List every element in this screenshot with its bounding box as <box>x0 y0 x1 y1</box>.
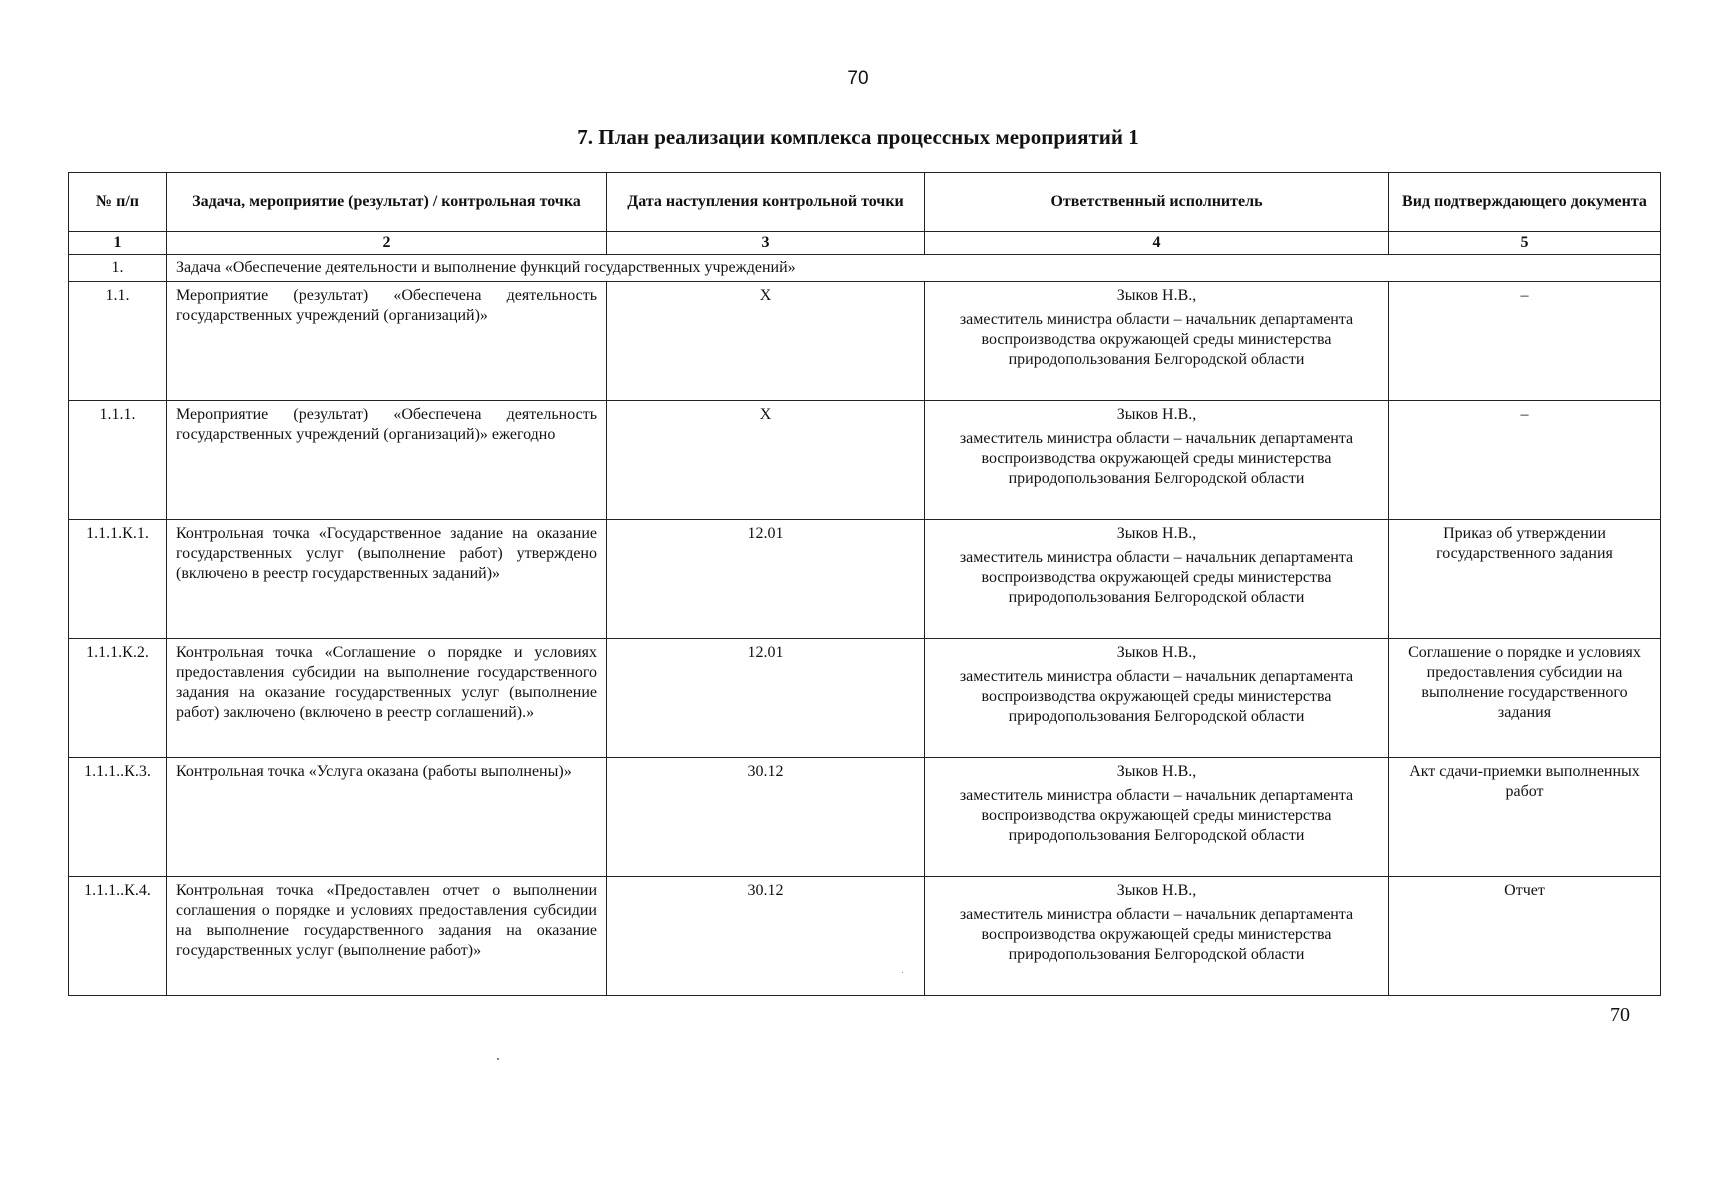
row-date: 30.12 <box>607 758 925 877</box>
implementation-plan-table <box>68 172 1661 996</box>
row-executor <box>925 758 1389 877</box>
header-date: Дата наступления контрольной точки <box>607 173 925 232</box>
executor-name: Зыков Н.В., <box>1116 644 1197 661</box>
executor-name: Зыков Н.В., <box>1116 287 1197 304</box>
row-document: Отчет <box>1389 877 1661 996</box>
row-document: Акт сдачи-приемки выполненных работ <box>1389 758 1661 877</box>
page-number-bottom: 70 <box>1610 1004 1630 1026</box>
task-text: Задача «Обеспечение деятельности и выполнение функций государственных учреждений» <box>167 255 1661 282</box>
executor-role: заместитель министра области – начальник департамента воспроизводства окружающей среды министерства природопользования Белгородской области <box>959 549 1354 606</box>
table-row <box>69 282 1661 401</box>
table-row <box>69 520 1661 639</box>
row-executor <box>925 877 1389 996</box>
row-description: Контрольная точка «Государственное задание на оказание государственных услуг (выполнение работ) утверждено (включено в реестр государственных заданий)» <box>167 520 607 639</box>
row-number: 1.1. <box>69 282 167 401</box>
table-row <box>69 877 1661 996</box>
header-executor: Ответственный исполнитель <box>925 173 1389 232</box>
row-date: 12.01 <box>607 520 925 639</box>
column-number: 3 <box>607 232 925 255</box>
row-number: 1.1.1. <box>69 401 167 520</box>
page-title: 7. План реализации комплекса процессных мероприятий 1 <box>577 125 1139 149</box>
table-header-row <box>69 173 1661 232</box>
row-document: – <box>1389 401 1661 520</box>
row-description: Мероприятие (результат) «Обеспечена деятельность государственных учреждений (организаций)» ежегодно <box>167 401 607 520</box>
row-number: 1.1.1..К.3. <box>69 758 167 877</box>
row-executor <box>925 282 1389 401</box>
row-description: Контрольная точка «Соглашение о порядке и условиях предоставления субсидии на выполнение государственного задания на оказание государственных услуг (выполнение работ) заключено (включено в реестр соглашений).» <box>167 639 607 758</box>
executor-name: Зыков Н.В., <box>1116 406 1197 423</box>
executor-role: заместитель министра области – начальник департамента воспроизводства окружающей среды министерства природопользования Белгородской области <box>959 430 1354 487</box>
table-row <box>69 401 1661 520</box>
column-number-row <box>69 232 1661 255</box>
task-number: 1. <box>69 255 167 282</box>
row-date: 30.12 <box>607 877 925 996</box>
header-document: Вид подтверждающего документа <box>1389 173 1661 232</box>
executor-name: Зыков Н.В., <box>1116 882 1197 899</box>
row-date: Х <box>607 282 925 401</box>
row-executor <box>925 639 1389 758</box>
scan-speck <box>497 1058 499 1060</box>
executor-role: заместитель министра области – начальник департамента воспроизводства окружающей среды министерства природопользования Белгородской области <box>959 668 1354 725</box>
row-executor <box>925 401 1389 520</box>
row-document: Приказ об утверждении государственного задания <box>1389 520 1661 639</box>
scan-speck <box>902 972 903 973</box>
executor-role: заместитель министра области – начальник департамента воспроизводства окружающей среды министерства природопользования Белгородской области <box>959 906 1354 963</box>
executor-role: заместитель министра области – начальник департамента воспроизводства окружающей среды министерства природопользования Белгородской области <box>959 311 1354 368</box>
row-document: Соглашение о порядке и условиях предоставления субсидии на выполнение государственного задания <box>1389 639 1661 758</box>
executor-role: заместитель министра области – начальник департамента воспроизводства окружающей среды министерства природопользования Белгородской области <box>959 787 1354 844</box>
table-row <box>69 758 1661 877</box>
page-number-top: 70 <box>847 68 869 89</box>
executor-name: Зыков Н.В., <box>1116 525 1197 542</box>
row-number: 1.1.1.К.2. <box>69 639 167 758</box>
row-description: Мероприятие (результат) «Обеспечена деятельность государственных учреждений (организаций)» <box>167 282 607 401</box>
row-date: 12.01 <box>607 639 925 758</box>
column-number: 4 <box>925 232 1389 255</box>
row-number: 1.1.1.К.1. <box>69 520 167 639</box>
column-number: 1 <box>69 232 167 255</box>
executor-name: Зыков Н.В., <box>1116 763 1197 780</box>
row-description: Контрольная точка «Услуга оказана (работы выполнены)» <box>167 758 607 877</box>
row-document: – <box>1389 282 1661 401</box>
row-description: Контрольная точка «Предоставлен отчет о выполнении соглашения о порядке и условиях предоставления субсидии на выполнение государственного задания на оказание государственных услуг (выполнение работ)» <box>167 877 607 996</box>
row-date: Х <box>607 401 925 520</box>
header-num: № п/п <box>69 173 167 232</box>
table-row <box>69 639 1661 758</box>
column-number: 5 <box>1389 232 1661 255</box>
row-number: 1.1.1..К.4. <box>69 877 167 996</box>
row-executor <box>925 520 1389 639</box>
task-row <box>69 255 1661 282</box>
header-task: Задача, мероприятие (результат) / контрольная точка <box>167 173 607 232</box>
column-number: 2 <box>167 232 607 255</box>
